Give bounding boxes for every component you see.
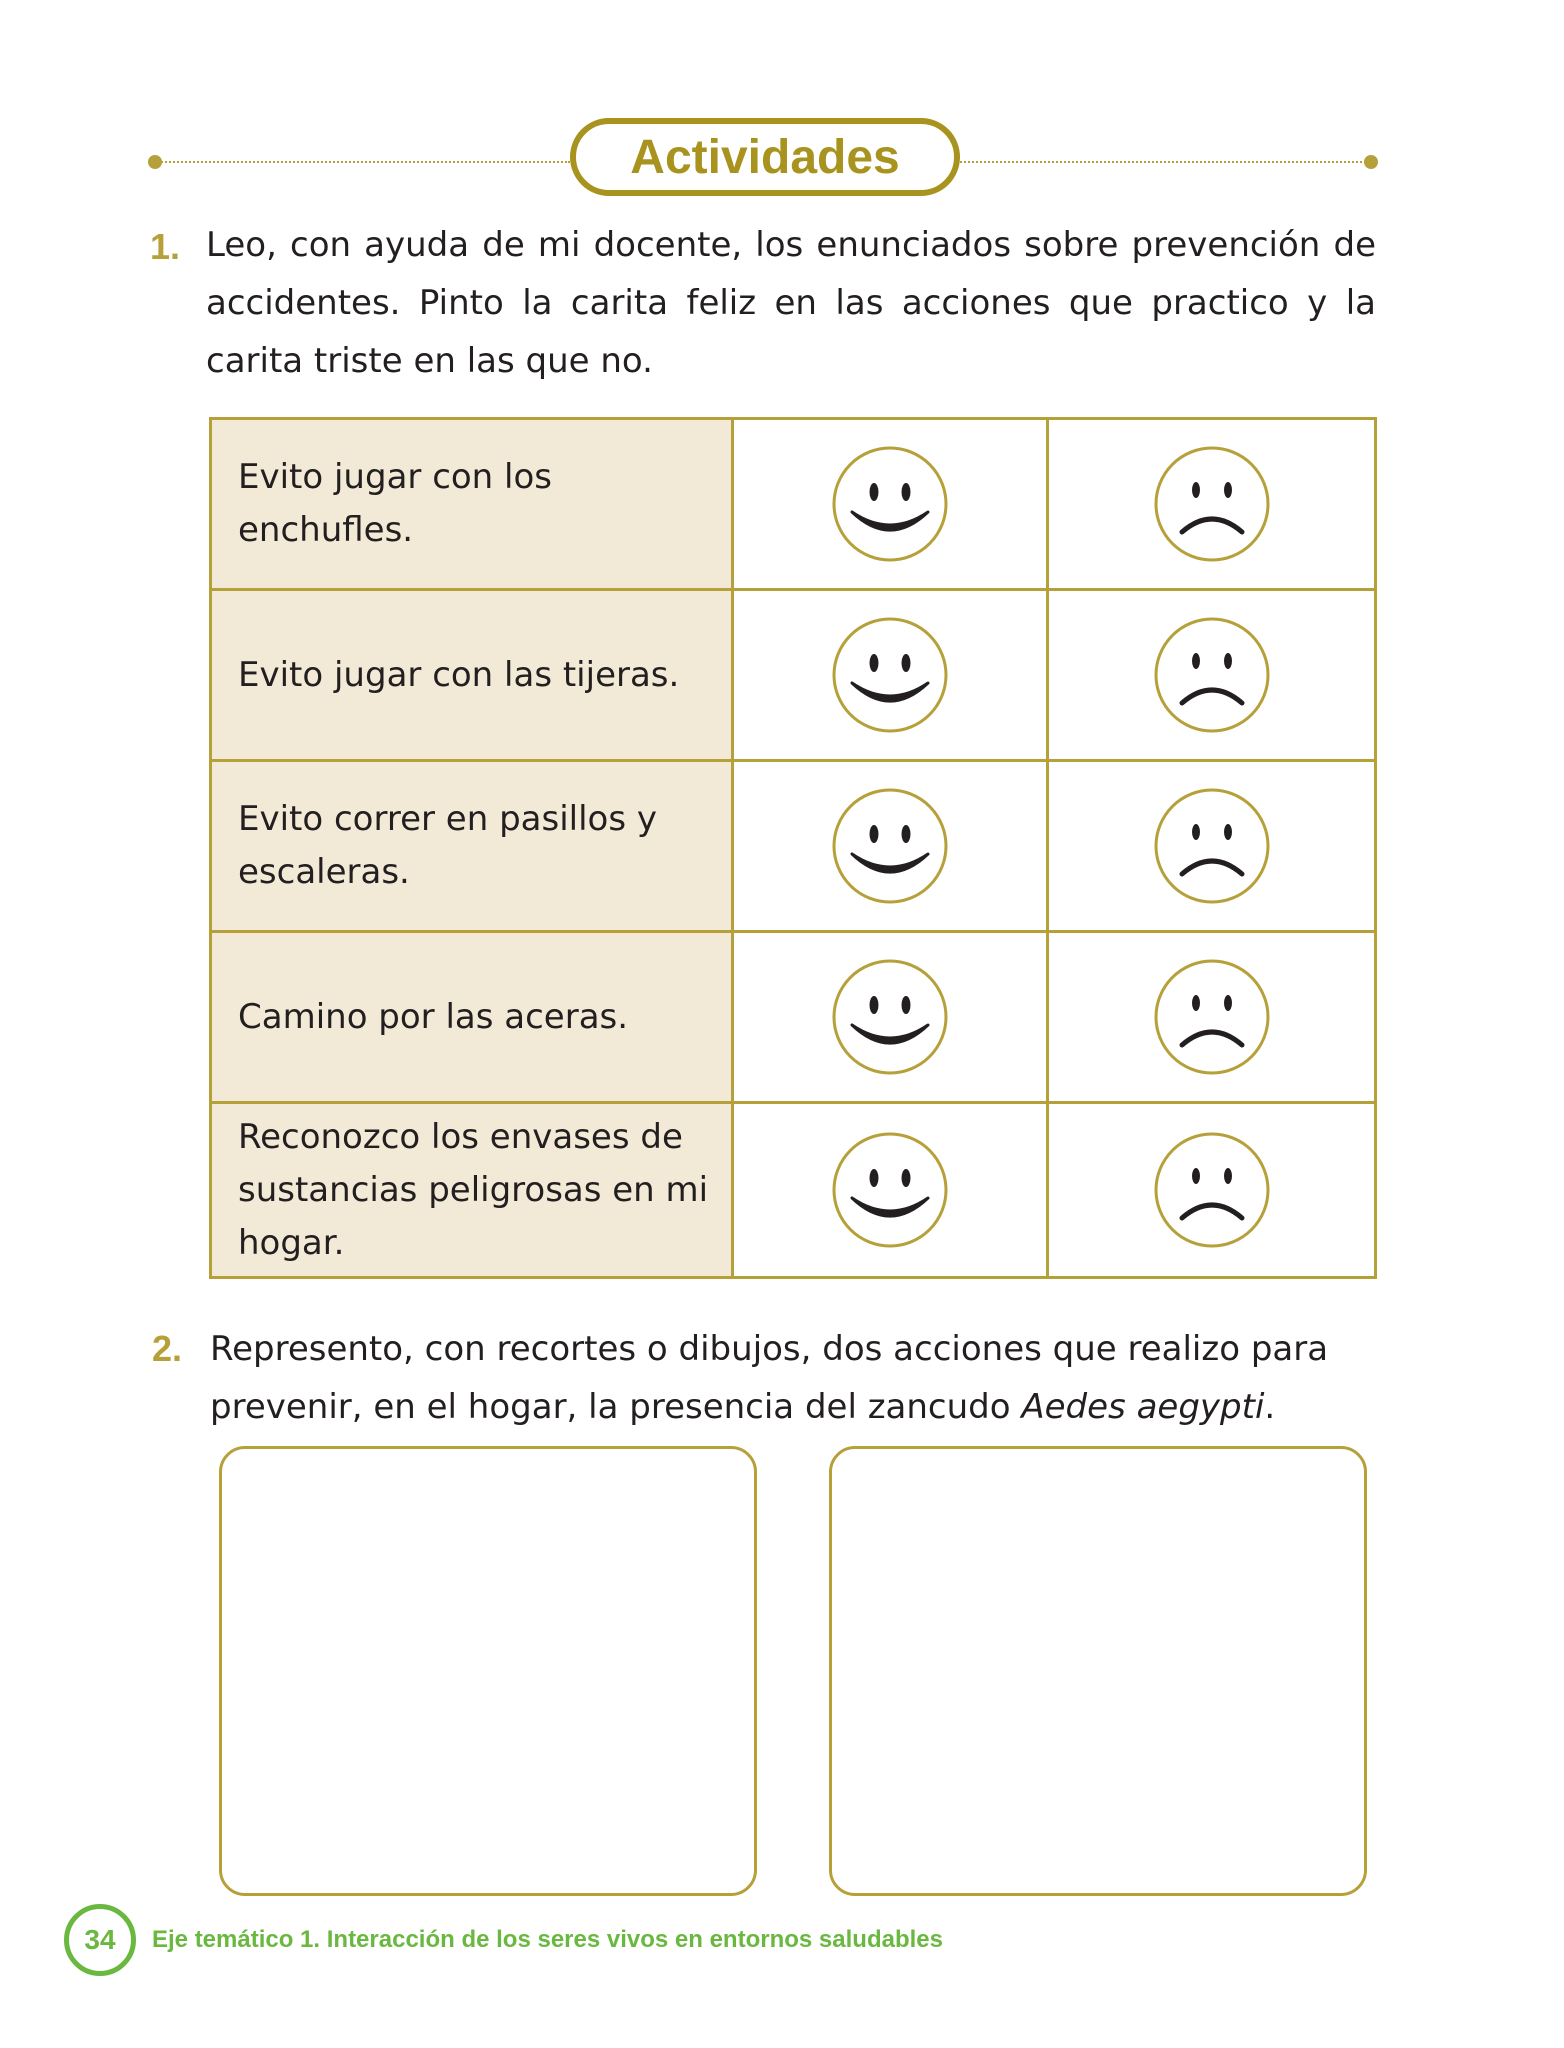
- species-name: Aedes aegypti: [1021, 1387, 1265, 1427]
- happy-face-cell[interactable]: [733, 590, 1048, 761]
- sad-face-icon[interactable]: [1152, 615, 1272, 735]
- statement-cell: [211, 761, 733, 932]
- statement-text: Evito jugar con los enchufles.: [238, 457, 553, 550]
- sad-face-icon[interactable]: [1152, 786, 1272, 906]
- statement-cell: [211, 1103, 733, 1278]
- happy-face-icon[interactable]: [830, 957, 950, 1077]
- question-1-line: carita triste en las que no.: [206, 341, 653, 381]
- statement-cell: [211, 590, 733, 761]
- header-dotted-line-left: [154, 161, 570, 163]
- sad-face-icon[interactable]: [1152, 957, 1272, 1077]
- table-row: [211, 419, 1376, 590]
- statement-cell: [211, 932, 733, 1103]
- section-title: Actividades: [570, 118, 960, 196]
- sad-face-cell[interactable]: [1048, 932, 1376, 1103]
- happy-face-cell[interactable]: [733, 1103, 1048, 1278]
- question-2-text-before: Represento, con recortes o dibujos, dos acciones que realizo para prevenir, en el hogar, la presencia del zancudo: [210, 1329, 1329, 1427]
- footer-title: Eje temático 1. Interacción de los seres vivos en entornos saludables: [152, 1926, 943, 1953]
- question-2-number: 2.: [152, 1328, 183, 1369]
- header-dotted-line-right: [960, 161, 1370, 163]
- question-2-text-after: .: [1264, 1387, 1276, 1427]
- happy-face-icon[interactable]: [830, 444, 950, 564]
- sad-face-cell[interactable]: [1048, 419, 1376, 590]
- sad-face-icon[interactable]: [1152, 444, 1272, 564]
- happy-face-cell[interactable]: [733, 932, 1048, 1103]
- table-row: [211, 1103, 1376, 1278]
- sad-face-cell[interactable]: [1048, 1103, 1376, 1278]
- statement-text: Evito jugar con las tijeras.: [238, 654, 680, 695]
- question-1-text: [206, 216, 1376, 390]
- sad-face-cell[interactable]: [1048, 590, 1376, 761]
- happy-face-icon[interactable]: [830, 615, 950, 735]
- question-1-line: accidentes. Pinto la carita feliz en las acciones que practico y la: [206, 283, 1376, 323]
- statement-text: Reconozco los envases de sustancias peligrosas en mi hogar.: [238, 1116, 709, 1263]
- page-number: 34: [64, 1904, 136, 1976]
- question-1-number: 1.: [150, 226, 181, 267]
- sad-face-icon[interactable]: [1152, 1130, 1272, 1250]
- table-row: [211, 590, 1376, 761]
- happy-face-icon[interactable]: [830, 1130, 950, 1250]
- statement-cell: [211, 419, 733, 590]
- happy-face-cell[interactable]: [733, 761, 1048, 932]
- sad-face-cell[interactable]: [1048, 761, 1376, 932]
- happy-face-icon[interactable]: [830, 786, 950, 906]
- question-1-line: Leo, con ayuda de mi docente, los enunciados sobre prevención de: [206, 225, 1376, 265]
- statement-text: Evito correr en pasillos y escaleras.: [238, 799, 657, 892]
- question-2-text: [210, 1320, 1380, 1436]
- accident-prevention-table: [209, 417, 1377, 1279]
- drawing-box-1[interactable]: [219, 1446, 757, 1896]
- statement-text: Camino por las aceras.: [238, 996, 629, 1037]
- happy-face-cell[interactable]: [733, 419, 1048, 590]
- table-row: [211, 761, 1376, 932]
- header-dot-right: [1364, 155, 1378, 169]
- table-row: [211, 932, 1376, 1103]
- drawing-box-2[interactable]: [829, 1446, 1367, 1896]
